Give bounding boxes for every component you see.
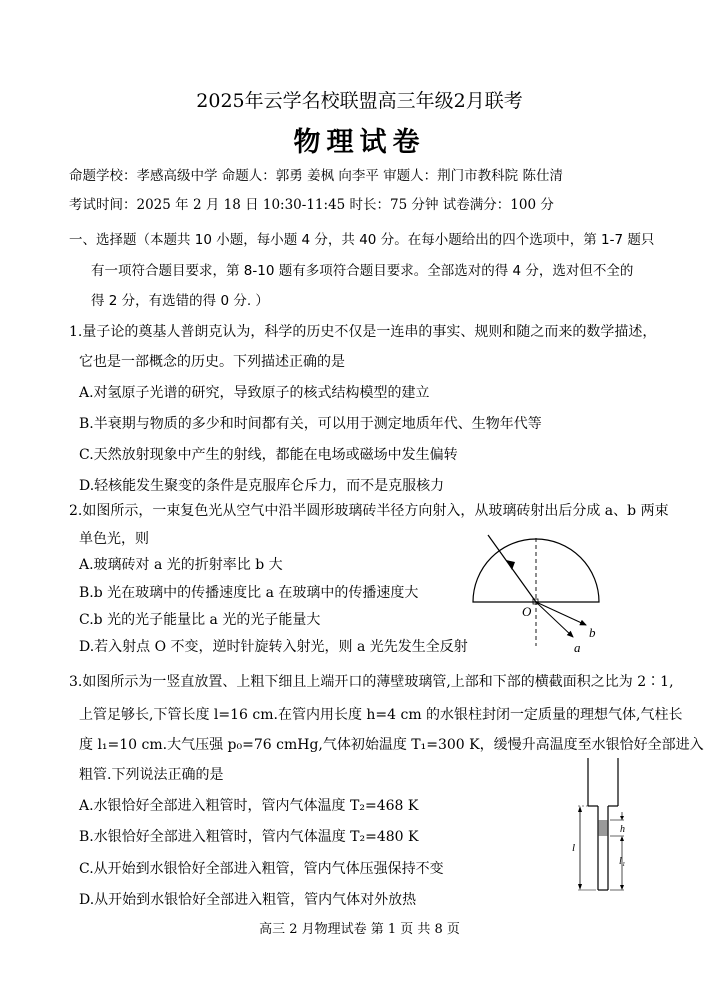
point-o-label: O (522, 604, 532, 619)
mercury-column (599, 820, 608, 836)
q3-option-d: D.从开始到水银恰好全部进入粗管，管内气体对外放热 (79, 892, 417, 908)
ray-b (536, 602, 586, 625)
q3-stem-line: 上管足够长,下管长度 l=16 cm.在管内用长度 h=4 cm 的水银柱封闭一定质量的理想气体,气柱长 (79, 707, 683, 723)
incident-arrow-icon (506, 560, 515, 570)
label-l: l (572, 842, 576, 854)
ray-a-label: a (574, 640, 581, 655)
q3-option-a: A.水银恰好全部进入粗管时，管内气体温度 T₂=468 K (79, 798, 419, 814)
page-footer: 高三 2 月物理试卷 第 1 页 共 8 页 (259, 922, 460, 937)
q3-option-c: C.从开始到水银恰好全部进入粗管，管内气体压强保持不变 (79, 861, 444, 877)
q1-option-b: B.半衰期与物质的多少和时间都有关，可以用于测定地质年代、生物年代等 (79, 416, 542, 432)
section-instruction-line: 得 2 分，有选错的得 0 分. ） (91, 293, 269, 309)
arrow-up-icon (578, 806, 582, 812)
label-l1: l₁ (619, 856, 626, 867)
arrow-down-icon (620, 816, 624, 820)
arrow-down-icon (578, 884, 582, 890)
exam-title: 2025年云学名校联盟高三年级2月联考 (196, 90, 523, 112)
q1-option-c: C.天然放射现象中产生的射线，都能在电场或磁场中发生偏转 (79, 447, 458, 463)
q2-stem-line: 单色光，则 (79, 531, 149, 547)
arrow-down-icon (620, 885, 624, 890)
q1-option-d: D.轻核能发生聚变的条件是克服库仑斥力，而不是克服核力 (79, 478, 445, 494)
q2-stem-line: 2.如图所示，一束复色光从空气中沿半圆形玻璃砖半径方向射入，从玻璃砖射出后分成 a、b 两束 (69, 503, 669, 519)
arrow-up-icon (620, 836, 624, 841)
ray-a (536, 602, 573, 637)
q2-option-c: C.b 光的光子能量比 a 光的光子能量大 (79, 612, 321, 628)
exam-meta-time: 考试时间：2025 年 2 月 18 日 10:30-11:45 时长：75 分钟 试卷满分：100 分 (69, 197, 554, 213)
section-instruction-line: 有一项符合题目要求，第 8-10 题有多项符合题目要求。全部选对的得 4 分，选对但不全的 (91, 263, 634, 279)
q2-option-b: B.b 光在玻璃中的传播速度比 a 在玻璃中的传播速度大 (79, 585, 419, 601)
q1-stem-line: 1.量子论的奠基人普朗克认为，科学的历史不仅是一连串的事实、规则和随之而来的数学描述， (69, 324, 657, 340)
q1-stem-line: 它也是一部概念的历史。下列描述正确的是 (79, 354, 345, 370)
q3-figure-glass-tube (566, 756, 636, 898)
exam-meta-authors: 命题学校：孝感高级中学 命题人：郭勇 姜枫 向李平 审题人：荆门市教科院 陈仕清 (69, 168, 563, 184)
q2-option-a: A.玻璃砖对 a 光的折射率比 b 大 (79, 557, 283, 573)
q3-option-b: B.水银恰好全部进入粗管时，管内气体温度 T₂=480 K (79, 829, 419, 845)
q3-stem-line: 度 l₁=10 cm.大气压强 p₀=76 cmHg,气体初始温度 T₁=300 K，缓慢升高温度至水银恰好全部进入 (79, 737, 704, 753)
subject-title: 物理试卷 (293, 127, 426, 158)
q2-figure-semicircle-glass (470, 530, 615, 655)
q3-stem-line: 3.如图所示为一竖直放置、上粗下细且上端开口的薄壁玻璃管,上部和下部的横截面积之比为 2∶1, (69, 674, 674, 690)
section-instruction-line: 一、选择题（本题共 10 小题，每小题 4 分，共 40 分。在每小题给出的四个选项中，第 1-7 题只 (69, 232, 655, 248)
q2-option-d: D.若入射点 O 不变，逆时针旋转入射光，则 a 光先发生全反射 (79, 639, 468, 655)
q3-stem-line: 粗管.下列说法正确的是 (79, 767, 224, 783)
q1-option-a: A.对氢原子光谱的研究，导致原子的核式结构模型的建立 (79, 385, 430, 401)
ray-b-label: b (589, 625, 596, 640)
label-h: h (620, 824, 625, 835)
